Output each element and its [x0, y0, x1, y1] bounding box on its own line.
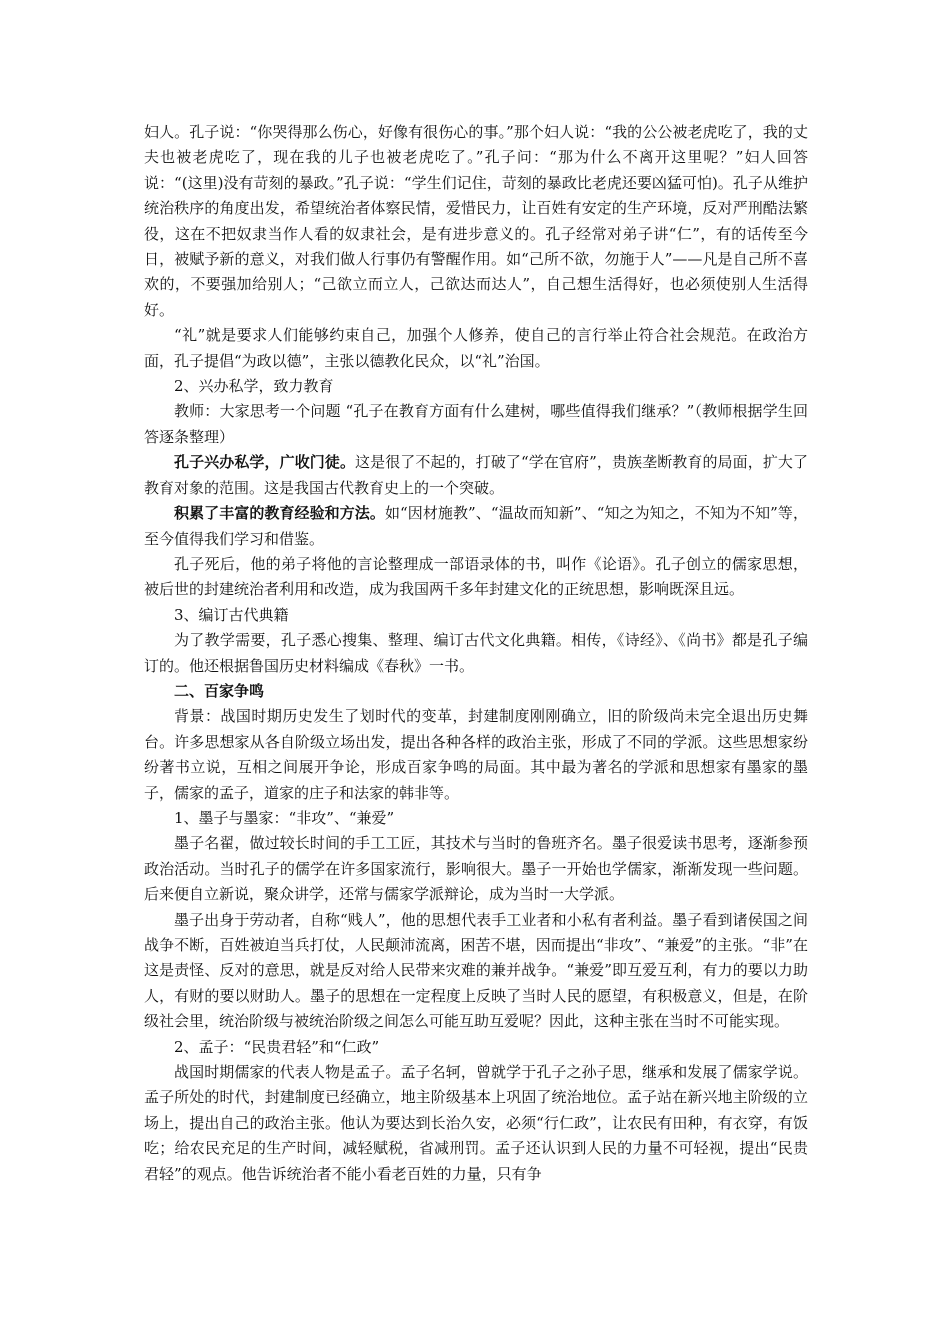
heading-text: 二、百家争鸣: [174, 681, 265, 700]
heading-text: 3、编订古代典籍: [174, 605, 289, 624]
paragraph-text: 这是很了不起的，打破了“学在官府”，贵族垄断教育的局面，扩大了教育对象的范围。这是我国古代教育史上的一个突破。: [144, 453, 808, 497]
paragraph-text: 墨子出身于劳动者，自称“贱人”，他的思想代表手工业者和小私有者利益。墨子看到诸侯国之间战争不断，百姓被迫当兵打仗，人民颠沛流离，困苦不堪，因而提出“非攻”、“兼爱”的主张。“非”在这是责怪、反对的意思，就是反对给人民带来灾难的兼并战争。“兼爱”即互爱互利，有力的要以力助人，有财的要以财助人。墨子的思想在一定程度上反映了当时人民的愿望，有积极意义，但是，在阶级社会里，统治阶级与被统治阶级之间怎么可能互助互爱呢？因此，这种主张在当时不可能实现。: [144, 910, 808, 1031]
heading-text: 2、兴办私学，致力教育: [174, 377, 334, 396]
section-heading-mozi: [144, 806, 808, 831]
paragraph-text: 战国时期儒家的代表人物是孟子。孟子名轲，曾就学于孔子之孙子思，继承和发展了儒家学说。孟子所处的时代，封建制度已经确立，地主阶级基本上巩固了统治地位。孟子站在新兴地主阶级的立场上，提出自己的政治主张。他认为要达到长治久安，必须“行仁政”，让农民有田种，有衣穿，有饭吃；给农民充足的生产时间，减轻赋税，省减刑罚。孟子还认识到人民的力量不可轻视，提出“民贵君轻”的观点。他告诉统治者不能小看老百姓的力量，只有争: [144, 1063, 808, 1183]
paragraph-mozi-thought: [144, 908, 808, 1035]
section-heading-private-education: [144, 374, 808, 399]
paragraph-text: 如“因材施教”、“温故而知新”、“知之为知之，不知为不知”等，至今值得我们学习和借鉴。: [144, 504, 808, 548]
paragraph-teacher-question: [144, 399, 808, 450]
paragraph-classics: [144, 628, 808, 679]
paragraph-private-school: [144, 450, 808, 501]
paragraph-teaching-methods: [144, 501, 808, 552]
paragraph-text: 背景：战国时期历史发生了划时代的变革，封建制度刚刚确立，旧的阶级尚未完全退出历史舞台。许多思想家从各自阶级立场出发，提出各种各样的政治主张，形成了不同的学派。这些思想家纷纷著书立说，互相之间展开争论，形成百家争鸣的局面。其中最为著名的学派和思想家有墨家的墨子，儒家的孟子，道家的庄子和法家的韩非等。: [144, 707, 808, 802]
paragraph-analects: [144, 552, 808, 603]
paragraph-mozi-bio: [144, 831, 808, 907]
bold-lead: 积累了丰富的教育经验和方法。: [174, 504, 385, 523]
paragraph-text: 妇人。孔子说：“你哭得那么伤心，好像有很伤心的事。”那个妇人说：“我的公公被老虎吃了，我的丈夫也被老虎吃了，现在我的儿子也被老虎吃了。”孔子问：“那为什么不离开这里呢？”妇人回答说：“(这里)没有苛刻的暴政。”孔子说：“学生们记住，苛刻的暴政比老虎还要凶猛可怕)。孔子从维护统治秩序的角度出发，希望统治者体察民情，爱惜民力，让百姓有安定的生产环境，反对严刑酷法繁役，这在不把奴隶当作人看的奴隶社会，是有进步意义的。孔子经常对弟子讲“仁”，有的话传至今日，被赋予新的意义，对我们做人行事仍有警醒作用。如“己所不欲，勿施于人”——凡是自己所不喜欢的，不要强加给别人；“己欲立而立人，己欲达而达人”，自己想生活得好，也必须使别人生活得好。: [144, 123, 808, 319]
paragraph-text: 为了教学需要，孔子悉心搜集、整理、编订古代文化典籍。相传，《诗经》、《尚书》都是孔子编订的。他还根据鲁国历史材料编成《春秋》一书。: [144, 631, 808, 675]
section-heading-hundred-schools: [144, 679, 808, 704]
bold-lead: 孔子兴办私学，广收门徒。: [174, 453, 356, 472]
paragraph-tiger-story: [144, 120, 808, 323]
paragraph-text: 孔子死后，他的弟子将他的言论整理成一部语录体的书，叫作《论语》。孔子创立的儒家思想，被后世的封建统治者利用和改造，成为我国两千多年封建文化的正统思想，影响既深且远。: [144, 554, 808, 599]
paragraph-background: [144, 704, 808, 806]
paragraph-text: “礼”就是要求人们能够约束自己，加强个人修养，使自己的言行举止符合社会规范。在政治方面，孔子提倡“为政以德”，主张以德教化民众，以“礼”治国。: [144, 326, 808, 370]
paragraph-text: 教师：大家思考一个问题 “孔子在教育方面有什么建树，哪些值得我们继承？”（教师根据学生回答逐条整理）: [144, 402, 808, 446]
paragraph-li: [144, 323, 808, 374]
heading-text: 2、孟子：“民贵君轻”和“仁政”: [174, 1037, 380, 1056]
paragraph-text: 墨子名翟，做过较长时间的手工工匠，其技术与当时的鲁班齐名。墨子很爱读书思考，逐渐参预政治活动。当时孔子的儒学在许多国家流行，影响很大。墨子一开始也学儒家，渐渐发现一些问题。后来便自立新说，聚众讲学，还常与儒家学派辩论，成为当时一大学派。: [144, 834, 808, 904]
paragraph-mencius: [144, 1060, 808, 1187]
document-page: [144, 120, 808, 1187]
section-heading-mencius: [144, 1035, 808, 1060]
heading-text: 1、墨子与墨家：“非攻”、“兼爱”: [174, 808, 395, 827]
section-heading-classics: [144, 603, 808, 628]
